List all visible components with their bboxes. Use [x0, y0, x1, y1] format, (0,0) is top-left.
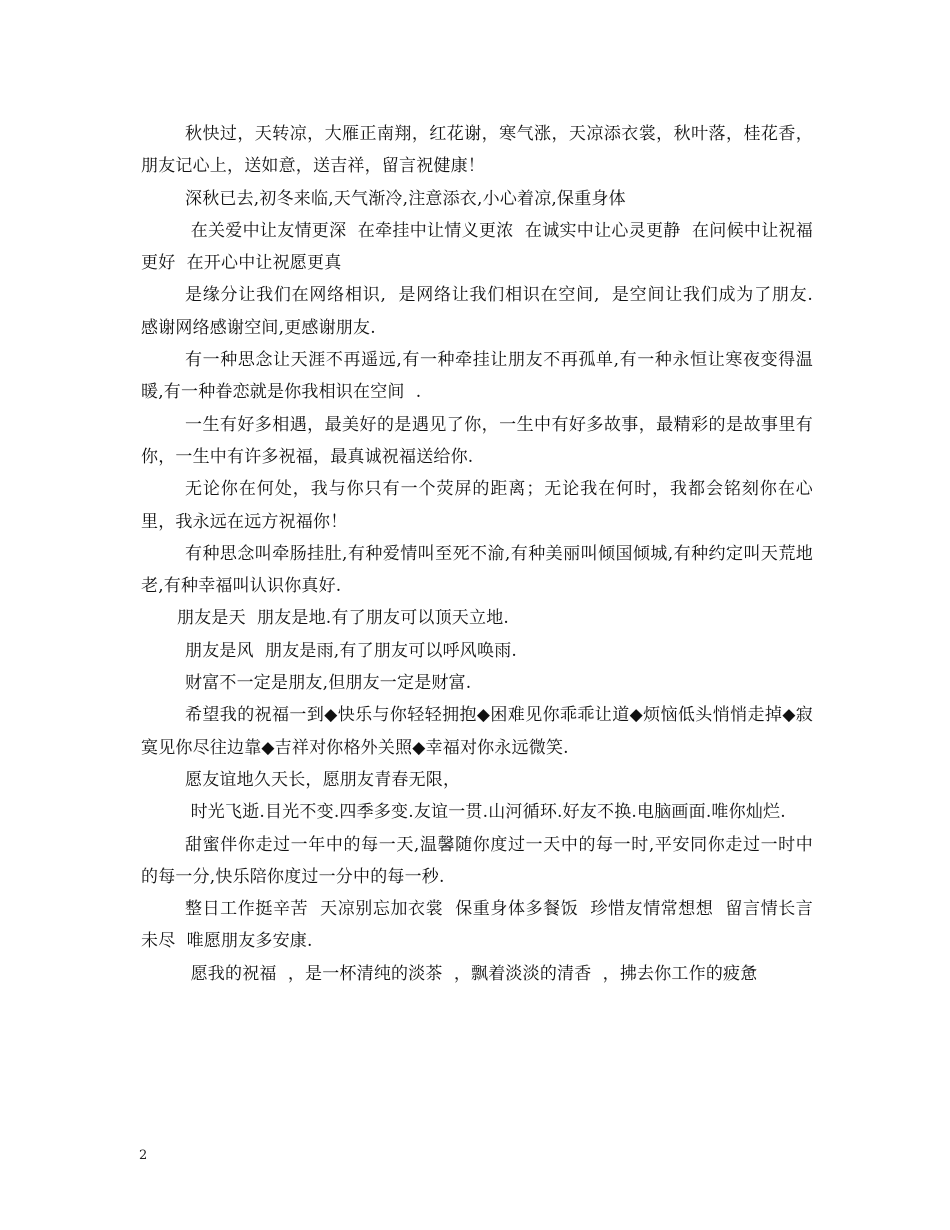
paragraph-sweetness: 甜蜜伴你走过一年中的每一天,温馨随你度过一天中的每一时,平安同你走过一时中的每一分,快乐陪你度过一分中的每一秒.: [141, 834, 813, 887]
paragraph-network-fate: 是缘分让我们在网络相识, 是网络让我们相识在空间, 是空间让我们成为了朋友. 感谢网络感谢空间,更感谢朋友.: [141, 285, 825, 338]
paragraph-time-flies: 时光飞逝.目光不变.四季多变.友谊一贯.山河循环.好友不换.电脑画面.唯你灿烂.: [185, 802, 786, 823]
paragraph-kinds-of-feelings: 有种思念叫牵肠挂肚,有种爱情叫至死不渝,有种美丽叫倾国倾城,有种约定叫天荒地老,有种幸福叫认识你真好.: [141, 543, 813, 597]
paragraph-hard-work: 整日工作挺辛苦 天凉别忘加衣裳 保重身体多餐饭 珍惜友情常想想 留言情长言未尽 唯愿朋友多安康.: [141, 899, 813, 952]
paragraph-lasting-friendship: 愿友谊地久天长，愿朋友青春无限，: [185, 769, 461, 790]
paragraph-wherever-you-are: 无论你在何处，我与你只有一个荧屏的距离；无论我在何时，我都会铭刻你在心里，我永远在远方祝福你！: [141, 479, 813, 532]
paragraph-friend-wind-rain: 朋友是风 朋友是雨,有了朋友可以呼风唤雨.: [185, 640, 518, 661]
paragraph-friend-sky-earth: 朋友是天 朋友是地.有了朋友可以顶天立地.: [177, 608, 510, 629]
paragraph-life-encounters: 一生有好多相遇，最美好的是遇见了你，一生中有好多故事，最精彩的是故事里有你，一生中有许多祝福，最真诚祝福送给你.: [141, 414, 813, 467]
paragraph-longing: 有一种思念让天涯不再遥远,有一种牵挂让朋友不再孤单,有一种永恒让寒夜变得温暖,有一种眷恋就是你我相识在空间 .: [141, 350, 813, 403]
paragraph-autumn-greeting: 秋快过，天转凉，大雁正南翔，红花谢，寒气涨，天凉添衣裳，秋叶落，桂花香，朋友记心上，送如意，送吉祥，留言祝健康！: [141, 124, 813, 177]
page-number: 2: [139, 1148, 148, 1163]
paragraph-my-blessing-tea: 愿我的祝福 ，是一杯清纯的淡茶 ，飘着淡淡的清香 ，拂去你工作的疲惫: [185, 963, 758, 984]
paragraph-blessing-diamonds: 希望我的祝福一到◆快乐与你轻轻拥抱◆困难见你乖乖让道◆烦恼低头悄悄走掉◆寂寞见你尽往边靠◆吉祥对你格外关照◆幸福对你永远微笑.: [141, 705, 813, 758]
document-body: [141, 118, 825, 990]
paragraph-early-winter: 深秋已去,初冬来临,天气渐冷,注意添衣,小心着凉,保重身体: [185, 188, 626, 209]
paragraph-wealth: 财富不一定是朋友,但朋友一定是财富.: [185, 673, 472, 694]
paragraph-care-friendship: 在关爱中让友情更深 在牵挂中让情义更浓 在诚实中让心灵更静 在问候中让祝福更好 在开心中让祝愿更真: [141, 220, 813, 274]
